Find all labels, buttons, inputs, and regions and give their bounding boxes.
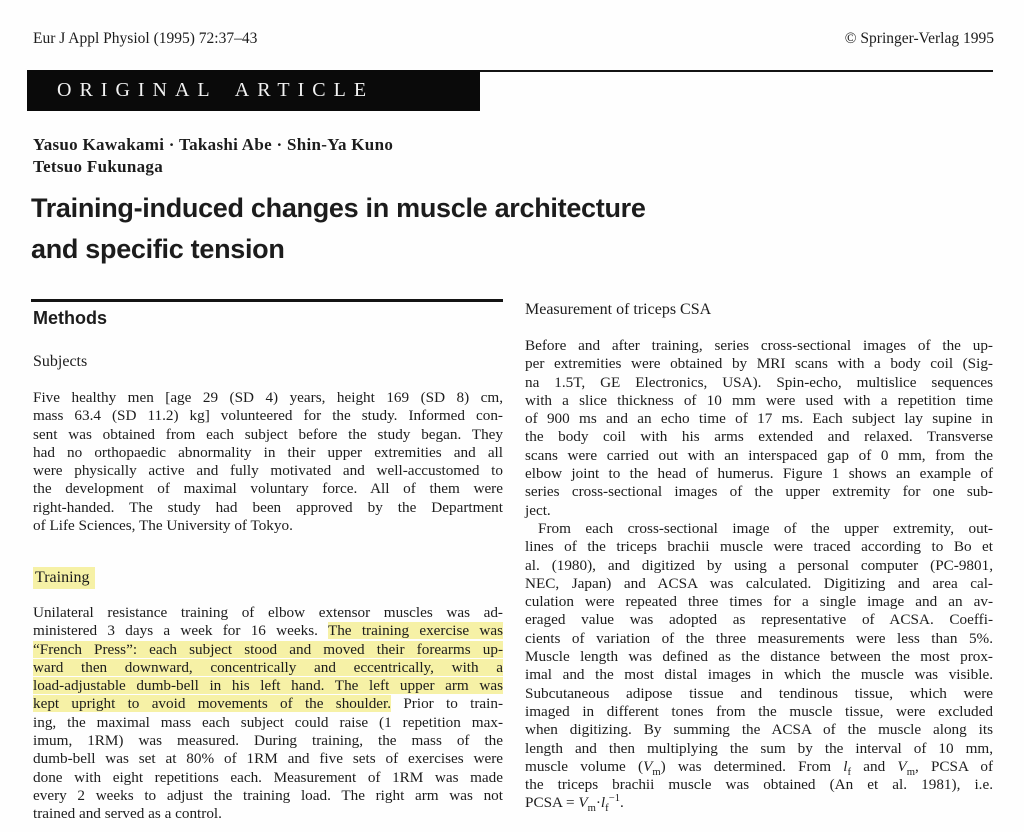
text-line bbox=[33, 695, 503, 713]
text-line bbox=[525, 630, 993, 648]
body-text: PCSA = $V_m\cdot l_f^{-1}$. bbox=[525, 793, 624, 815]
text-line bbox=[33, 805, 503, 823]
body-text: the body coil with his arms extended and relaxed. Transverse bbox=[525, 428, 993, 446]
text-line bbox=[525, 410, 993, 428]
text-line bbox=[33, 714, 503, 732]
text-line bbox=[525, 648, 993, 666]
text-line bbox=[525, 502, 993, 520]
body-text: had no orthopaedic abnormality in their upper extremities and all bbox=[33, 443, 503, 461]
highlighted-text: The training exercise was bbox=[327, 622, 503, 640]
article-title bbox=[31, 188, 646, 270]
body-text: right-handed. The study had been approved by the Department bbox=[33, 498, 503, 516]
csa-paragraph-2 bbox=[525, 520, 993, 813]
text-line bbox=[525, 776, 993, 794]
text-line bbox=[33, 769, 503, 787]
body-text: of Life Sciences, The University of Tokyo. bbox=[33, 517, 293, 535]
text-line bbox=[525, 685, 993, 703]
text-line bbox=[33, 480, 503, 498]
body-text: series cross-sectional images of the upper extremity for one sub- bbox=[525, 483, 993, 501]
text-line bbox=[33, 407, 503, 425]
body-text: the development of maximal voluntary force. All of them were bbox=[33, 480, 503, 498]
body-text: dumb-bell was set at 80% of 1RM and five sets of exercises were bbox=[33, 750, 503, 768]
body-text: Prior to train- bbox=[391, 695, 504, 713]
text-line bbox=[525, 337, 993, 355]
body-text: imal and the most distal images in which the muscle was visible. bbox=[525, 666, 993, 684]
body-text: sent was obtained from each subject before the study began. They bbox=[33, 425, 503, 443]
body-text: From each cross-sectional image of the upper extremity, out- bbox=[538, 520, 993, 537]
csa-paragraph-1 bbox=[525, 337, 993, 520]
text-line bbox=[525, 483, 993, 501]
text-line bbox=[525, 538, 993, 556]
body-text: NEC, Japan) and ACSA was calculated. Digitizing and area cal- bbox=[525, 574, 993, 592]
text-line bbox=[525, 703, 993, 721]
training-paragraph bbox=[33, 604, 503, 824]
body-text: eraged value was adopted as representative of ACSA. Coeffi- bbox=[525, 611, 993, 629]
highlighted-text: “French Press”: each subject stood and moved their forearms up- bbox=[33, 640, 503, 658]
text-line bbox=[525, 793, 993, 815]
author-line-2: Tetsuo Fukunaga bbox=[33, 157, 164, 176]
copyright-notice: © Springer-Verlag 1995 bbox=[844, 30, 994, 47]
highlighted-training-label: Training bbox=[33, 567, 95, 589]
body-text: muscle volume $(V_m)$ was determined. From $l_f$ and $V_m$, PCSA of bbox=[525, 757, 994, 778]
text-line bbox=[33, 462, 503, 480]
training-subheading bbox=[33, 569, 95, 587]
body-text: mass 63.4 (SD 11.2) kg] volunteered for the study. Informed con- bbox=[33, 407, 503, 425]
body-text: Unilateral resistance training of elbow extensor muscles was ad- bbox=[33, 604, 503, 621]
text-line bbox=[525, 575, 993, 593]
text-line bbox=[33, 732, 503, 750]
text-line bbox=[33, 444, 503, 462]
text-line bbox=[525, 392, 993, 410]
body-text: lines of the triceps brachii muscle were traced according to Bo et bbox=[525, 538, 993, 556]
author-line-1: Yasuo Kawakami · Takashi Abe · Shin-Ya Kuno bbox=[33, 135, 394, 154]
body-text: of 900 ms and an echo time of 17 ms. Each subject lay supine in bbox=[525, 410, 993, 428]
body-text: done with eight repetitions each. Measurement of 1RM was made bbox=[33, 768, 503, 786]
author-list bbox=[33, 134, 393, 178]
body-text: Five healthy men [age 29 (SD 4) years, height 169 (SD 8) cm, bbox=[33, 389, 503, 406]
body-text: Before and after training, series cross-sectional images of the up- bbox=[525, 337, 993, 354]
text-line bbox=[33, 641, 503, 659]
body-text: when digitizing. By summing the ACSA of the muscle along its bbox=[525, 721, 993, 739]
text-line bbox=[525, 447, 993, 465]
body-text: trained and served as a control. bbox=[33, 805, 222, 823]
text-line bbox=[525, 666, 993, 684]
text-line bbox=[525, 611, 993, 629]
journal-reference: Eur J Appl Physiol (1995) 72:37–43 bbox=[33, 30, 258, 47]
text-line bbox=[525, 374, 993, 392]
body-text: with a slice thickness of 10 mm were used with a repetition time bbox=[525, 391, 993, 409]
section-rule bbox=[31, 299, 503, 302]
text-line bbox=[33, 659, 503, 677]
title-line-2: and specific tension bbox=[31, 234, 285, 264]
body-text: ministered 3 days a week for 16 weeks. bbox=[33, 622, 328, 640]
body-text: na 1.5T, GE Electronics, USA). Spin-echo, multislice sequences bbox=[525, 373, 993, 391]
text-line bbox=[33, 750, 503, 768]
subjects-subheading: Subjects bbox=[33, 353, 88, 370]
body-text: scans were carried out with an interspaced gap of 0 mm, from the bbox=[525, 446, 993, 464]
text-line bbox=[33, 622, 503, 640]
text-line bbox=[525, 740, 993, 758]
text-line bbox=[33, 517, 503, 535]
triceps-csa-subheading: Measurement of triceps CSA bbox=[525, 301, 712, 318]
body-text: elbow joint to the head of humerus. Figure 1 shows an example of bbox=[525, 465, 993, 483]
body-text: Subcutaneous adipose tissue and tendinous tissue, which were bbox=[525, 684, 993, 702]
text-line bbox=[33, 677, 503, 695]
body-text: length and then multiplying the sum by the interval of 10 mm, bbox=[525, 739, 993, 757]
body-text: cients of variation of the three measurements were less than 5%. bbox=[525, 629, 993, 647]
highlighted-text: ward then downward, concentrically and eccentrically, with a bbox=[33, 658, 503, 676]
text-line bbox=[33, 426, 503, 444]
body-text: al. (1980), and digitized by using a personal computer (PC-9801, bbox=[525, 556, 993, 574]
body-text: ject. bbox=[525, 501, 551, 519]
body-text: the triceps brachii muscle was obtained (An et al. 1981), i.e. bbox=[525, 776, 993, 794]
highlighted-text: load-adjustable dumb-bell in his left hand. The left upper arm was bbox=[33, 677, 503, 695]
text-line bbox=[525, 721, 993, 739]
highlighted-text: kept upright to avoid movements of the shoulder. bbox=[33, 695, 392, 713]
article-type-banner: ORIGINAL ARTICLE bbox=[27, 70, 480, 111]
title-line-1: Training-induced changes in muscle architecture bbox=[31, 193, 646, 223]
text-line bbox=[33, 787, 503, 805]
body-text: imaged in different tones from the muscle tissue, were excluded bbox=[525, 702, 993, 720]
subjects-paragraph bbox=[33, 389, 503, 535]
text-line bbox=[33, 604, 503, 622]
text-line bbox=[525, 557, 993, 575]
text-line bbox=[33, 499, 503, 517]
methods-section-heading: Methods bbox=[33, 308, 107, 328]
text-line bbox=[525, 593, 993, 611]
text-line bbox=[525, 428, 993, 446]
body-text: were physically active and fully motivated and well-accustomed to bbox=[33, 462, 503, 480]
body-text: Muscle length was defined as the distance between the most prox- bbox=[525, 648, 993, 666]
body-text: per extremities were obtained by MRI scans with a body coil (Sig- bbox=[525, 355, 993, 373]
body-text: imum, 1RM) was measured. During training, the mass of the bbox=[33, 732, 503, 750]
text-line bbox=[33, 389, 503, 407]
body-text: culation were repeated three times for a single image and an av- bbox=[525, 593, 993, 611]
text-line bbox=[525, 758, 993, 776]
text-line bbox=[525, 465, 993, 483]
text-line bbox=[525, 355, 993, 373]
body-text: every 2 weeks to adjust the training load. The right arm was not bbox=[33, 786, 503, 804]
text-line bbox=[525, 520, 993, 538]
body-text: ing, the maximal mass each subject could raise (1 repetition max- bbox=[33, 713, 503, 731]
